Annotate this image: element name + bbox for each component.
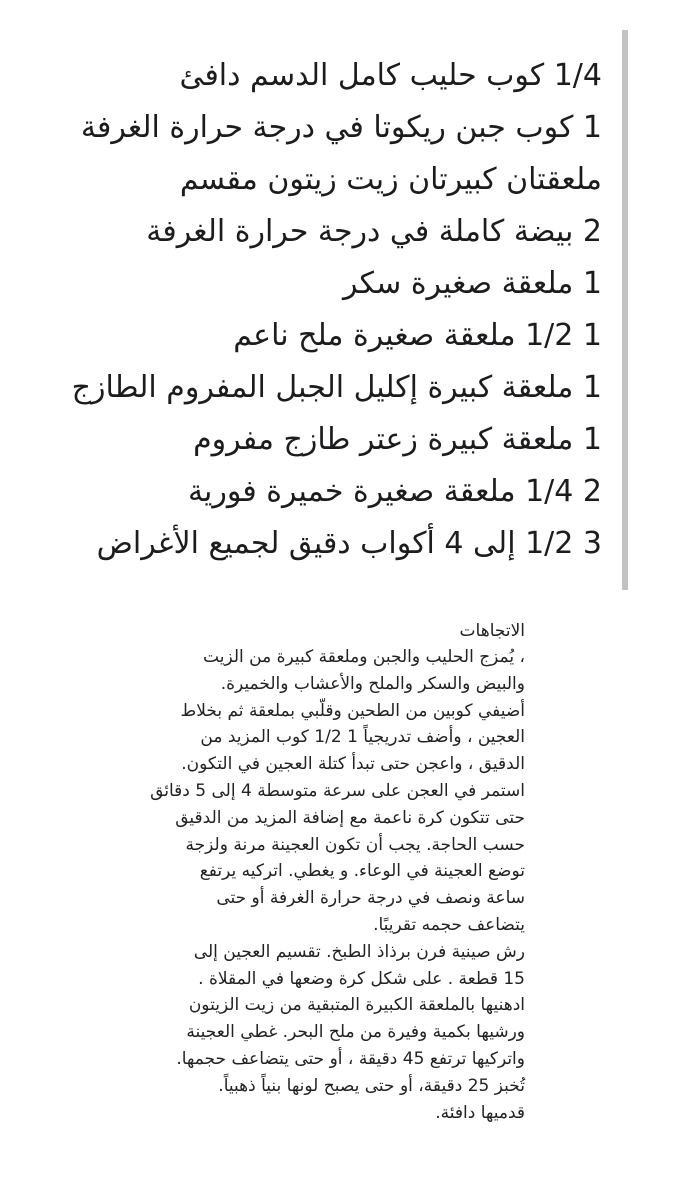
ingredients-list	[40, 50, 602, 570]
directions-line: توضع العجينة في الوعاء. و يغطي. اتركيه يرتفع	[199, 861, 525, 882]
directions-heading: الاتجاهات	[459, 621, 525, 641]
directions-line: العجين ، وأضف تدريجياً 1 1/2 كوب المزيد من	[200, 727, 525, 748]
directions-line: ساعة ونصف في درجة حرارة الغرفة أو حتى	[216, 888, 525, 909]
directions-line: ورشيها بكمية وفيرة من ملح البحر. غطي العجينة	[186, 1022, 525, 1043]
ingredient-item: 1/4 كوب حليب كامل الدسم دافئ	[179, 58, 602, 93]
directions-line: حسب الحاجة. يجب أن تكون العجينة مرنة ولزجة	[185, 834, 525, 855]
directions-line: ادهنيها بالملعقة الكبيرة المتبقية من زيت الزيتون	[188, 995, 525, 1016]
ingredient-item: 1 ملعقة كبيرة زعتر طازج مفروم	[193, 422, 602, 457]
ingredient-item: 2 1/4 ملعقة صغيرة خميرة فورية	[187, 474, 602, 509]
ingredient-item: 1 ملعقة كبيرة إكليل الجبل المفروم الطازج	[71, 370, 602, 405]
ingredient-item: 1 1/2 ملعقة صغيرة ملح ناعم	[233, 318, 602, 353]
ingredient-item: 2 بيضة كاملة في درجة حرارة الغرفة	[146, 214, 602, 249]
directions-line: يتضاعف حجمه تقريبًا.	[373, 914, 525, 935]
directions-line: قدميها دافئة.	[435, 1102, 525, 1123]
ingredient-item: ملعقتان كبيرتان زيت زيتون مقسم	[179, 162, 602, 197]
directions-line: والبيض والسكر والملح والأعشاب والخميرة.	[220, 673, 525, 694]
directions-line: حتى تتكون كرة ناعمة مع إضافة المزيد من الدقيق	[175, 807, 525, 828]
directions-line: رش صينية فرن برذاذ الطبخ. تقسيم العجين إلى	[193, 941, 525, 962]
directions-line: 15 قطعة . على شكل كرة وضعها في المقلاة .	[198, 968, 525, 989]
ingredient-item: 1 ملعقة صغيرة سكر	[343, 266, 602, 301]
blockquote-bar	[622, 30, 628, 590]
directions-section	[75, 618, 525, 1126]
directions-line: تُخبز 25 دقيقة، أو حتى يصبح لونها بنياً ذهبياً.	[218, 1075, 525, 1096]
ingredient-item: 1 كوب جبن ريكوتا في درجة حرارة الغرفة	[80, 110, 602, 145]
directions-line: أضيفي كوبين من الطحين وقلّبي بملعقة ثم بخلاط	[180, 700, 525, 721]
directions-line: استمر في العجن على سرعة متوسطة 4 إلى 5 دقائق	[150, 780, 525, 801]
directions-line: ، يُمزج الحليب والجبن وملعقة كبيرة من الزيت	[203, 647, 525, 667]
directions-line: الدقيق ، واعجن حتى تبدأ كتلة العجين في التكون.	[181, 754, 525, 775]
directions-line: واتركيها ترتفع 45 دقيقة ، أو حتى يتضاعف حجمها.	[176, 1048, 525, 1069]
ingredient-item: 3 1/2 إلى 4 أكواب دقيق لجميع الأغراض	[96, 526, 602, 561]
